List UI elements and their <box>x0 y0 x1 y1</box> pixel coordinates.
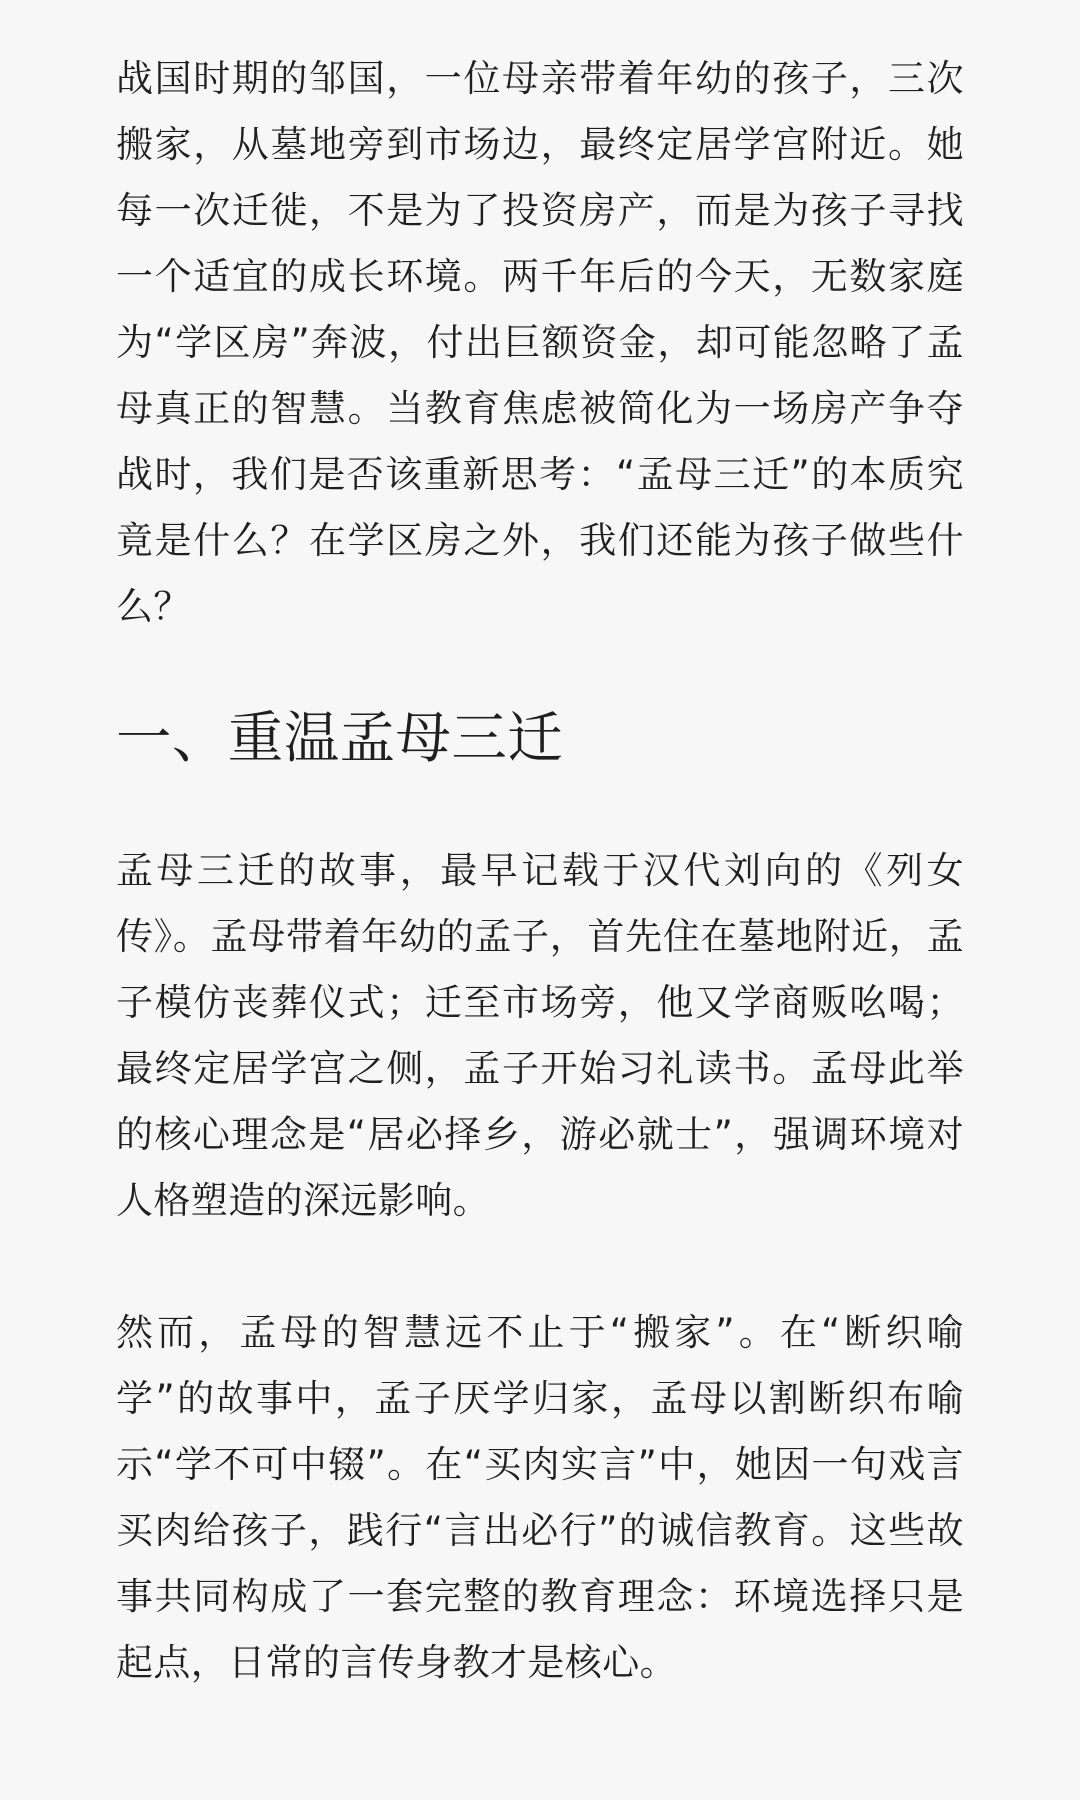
body-paragraph-1: 孟母三迁的故事，最早记载于汉代刘向的《列女传》。孟母带着年幼的孟子，首先住在墓地附近，孟子模仿丧葬仪式；迁至市场旁，他又学商贩吆喝；最终定居学宫之侧，孟子开始习礼读书。孟母此举的核心理念是“居必择乡，游必就士”，强调环境对人格塑造的深远影响。 <box>116 849 964 1222</box>
intro-paragraph: 战国时期的邹国，一位母亲带着年幼的孩子，三次搬家，从墓地旁到市场边，最终定居学宫附近。她每一次迁徙，不是为了投资房产，而是为孩子寻找一个适宜的成长环境。两千年后的今天，无数家庭为“学区房”奔波，付出巨额资金，却可能忽略了孟母真正的智慧。当教育焦虑被简化为一场房产争夺战时，我们是否该重新思考：“孟母三迁”的本质究竟是什么？在学区房之外，我们还能为孩子做些什么？ <box>116 57 964 628</box>
section-heading: 一、重温孟母三迁 <box>116 706 564 771</box>
body-paragraph-2: 然而，孟母的智慧远不止于“搬家”。在“断织喻学”的故事中，孟子厌学归家，孟母以割断织布喻示“学不可中辍”。在“买肉实言”中，她因一句戏言买肉给孩子，践行“言出必行”的诚信教育。这些故事共同构成了一套完整的教育理念：环境选择只是起点，日常的言传身教才是核心。 <box>116 1311 964 1684</box>
